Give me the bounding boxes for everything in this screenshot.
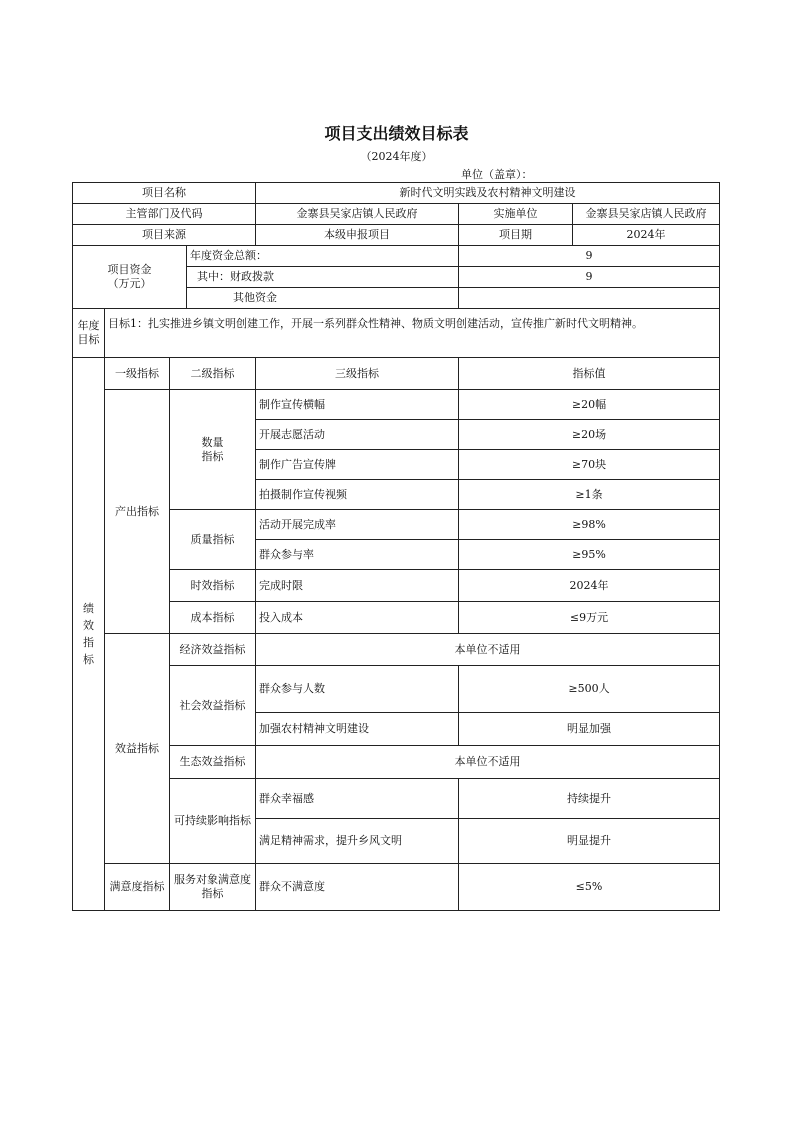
- table-row: [73, 183, 720, 204]
- impl-value: 金寨县吴家店镇人民政府: [573, 204, 720, 225]
- satisfaction-indicator: 满意度指标: [105, 864, 170, 911]
- value-t1: 2024年: [459, 570, 720, 602]
- funds-other-value: [459, 288, 720, 309]
- table-row: [73, 225, 720, 246]
- header-level3: 三级指标: [256, 358, 459, 390]
- performance-table: [72, 182, 720, 911]
- funds-total-label: 年度资金总额：: [187, 246, 459, 267]
- indicator-s1: 群众参与人数: [256, 666, 459, 713]
- value-s1: ≥500人: [459, 666, 720, 713]
- perf-label: 绩 效 指 标: [73, 358, 105, 911]
- table-row: [73, 246, 720, 267]
- cost-indicator: 成本指标: [170, 602, 256, 634]
- unit-label: 单位（盖章）：: [461, 168, 533, 181]
- eco-value: 本单位不适用: [256, 746, 720, 779]
- value-q4: ≥1条: [459, 480, 720, 510]
- indicator-q1: 制作宣传横幅: [256, 390, 459, 420]
- header-level2: 二级指标: [170, 358, 256, 390]
- table-row: [73, 204, 720, 225]
- table-row: [73, 390, 720, 420]
- social-indicator: 社会效益指标: [170, 666, 256, 746]
- indicator-sat1: 群众不满意度: [256, 864, 459, 911]
- timely-indicator: 时效指标: [170, 570, 256, 602]
- table-row: [73, 864, 720, 911]
- funds-total-value: 9: [459, 246, 720, 267]
- funds-label: 项目资金 （万元）: [73, 246, 187, 309]
- goal-label: 年度 目标: [73, 309, 105, 358]
- funds-fiscal-value: 9: [459, 267, 720, 288]
- indicator-t1: 完成时限: [256, 570, 459, 602]
- econ-value: 本单位不适用: [256, 634, 720, 666]
- quality-indicator: 质量指标: [170, 510, 256, 570]
- indicator-q2: 开展志愿活动: [256, 420, 459, 450]
- impl-label: 实施单位: [459, 204, 573, 225]
- indicator-c1: 投入成本: [256, 602, 459, 634]
- dept-label: 主管部门及代码: [73, 204, 256, 225]
- page-title: 项目支出绩效目标表: [324, 124, 469, 143]
- sustain-indicator: 可持续影响指标: [170, 779, 256, 864]
- project-name-label: 项目名称: [73, 183, 256, 204]
- table-row: [73, 634, 720, 666]
- value-su2: 明显提升: [459, 819, 720, 864]
- value-q1: ≥20幅: [459, 390, 720, 420]
- value-su1: 持续提升: [459, 779, 720, 819]
- value-ql1: ≥98%: [459, 510, 720, 540]
- indicator-su2: 满足精神需求，提升乡风文明: [256, 819, 459, 864]
- indicator-ql2: 群众参与率: [256, 540, 459, 570]
- quantity-indicator: 数量 指标: [170, 390, 256, 510]
- table-row: [73, 358, 720, 390]
- output-indicator: 产出指标: [105, 390, 170, 634]
- table-row: [73, 602, 720, 634]
- indicator-q4: 拍摄制作宣传视频: [256, 480, 459, 510]
- indicator-q3: 制作广告宣传牌: [256, 450, 459, 480]
- value-q2: ≥20场: [459, 420, 720, 450]
- table-row: [73, 309, 720, 358]
- period-label: 项目期: [459, 225, 573, 246]
- indicator-su1: 群众幸福感: [256, 779, 459, 819]
- econ-indicator: 经济效益指标: [170, 634, 256, 666]
- year-label: （2024年度）: [360, 150, 433, 163]
- eco-indicator: 生态效益指标: [170, 746, 256, 779]
- funds-fiscal-label: 其中：财政拨款: [187, 267, 459, 288]
- indicator-s2: 加强农村精神文明建设: [256, 713, 459, 746]
- project-name-value: 新时代文明实践及农村精神文明建设: [256, 183, 720, 204]
- service-satisfaction-indicator: 服务对象满意度 指标: [170, 864, 256, 911]
- source-value: 本级申报项目: [256, 225, 459, 246]
- header-value: 指标值: [459, 358, 720, 390]
- funds-other-label: 其他资金: [187, 288, 459, 309]
- table-row: [73, 746, 720, 779]
- source-label: 项目来源: [73, 225, 256, 246]
- table-row: [73, 779, 720, 819]
- header-level1: 一级指标: [105, 358, 170, 390]
- value-c1: ≤9万元: [459, 602, 720, 634]
- benefit-indicator: 效益指标: [105, 634, 170, 864]
- value-sat1: ≤5%: [459, 864, 720, 911]
- period-value: 2024年: [573, 225, 720, 246]
- dept-value: 金寨县吴家店镇人民政府: [256, 204, 459, 225]
- value-s2: 明显加强: [459, 713, 720, 746]
- table-row: [73, 666, 720, 713]
- indicator-ql1: 活动开展完成率: [256, 510, 459, 540]
- value-q3: ≥70块: [459, 450, 720, 480]
- table-row: [73, 510, 720, 540]
- table-row: [73, 570, 720, 602]
- value-ql2: ≥95%: [459, 540, 720, 570]
- goal-text: 目标1：扎实推进乡镇文明创建工作，开展一系列群众性精神、物质文明创建活动，宣传推广新时代文明精神。: [105, 309, 720, 358]
